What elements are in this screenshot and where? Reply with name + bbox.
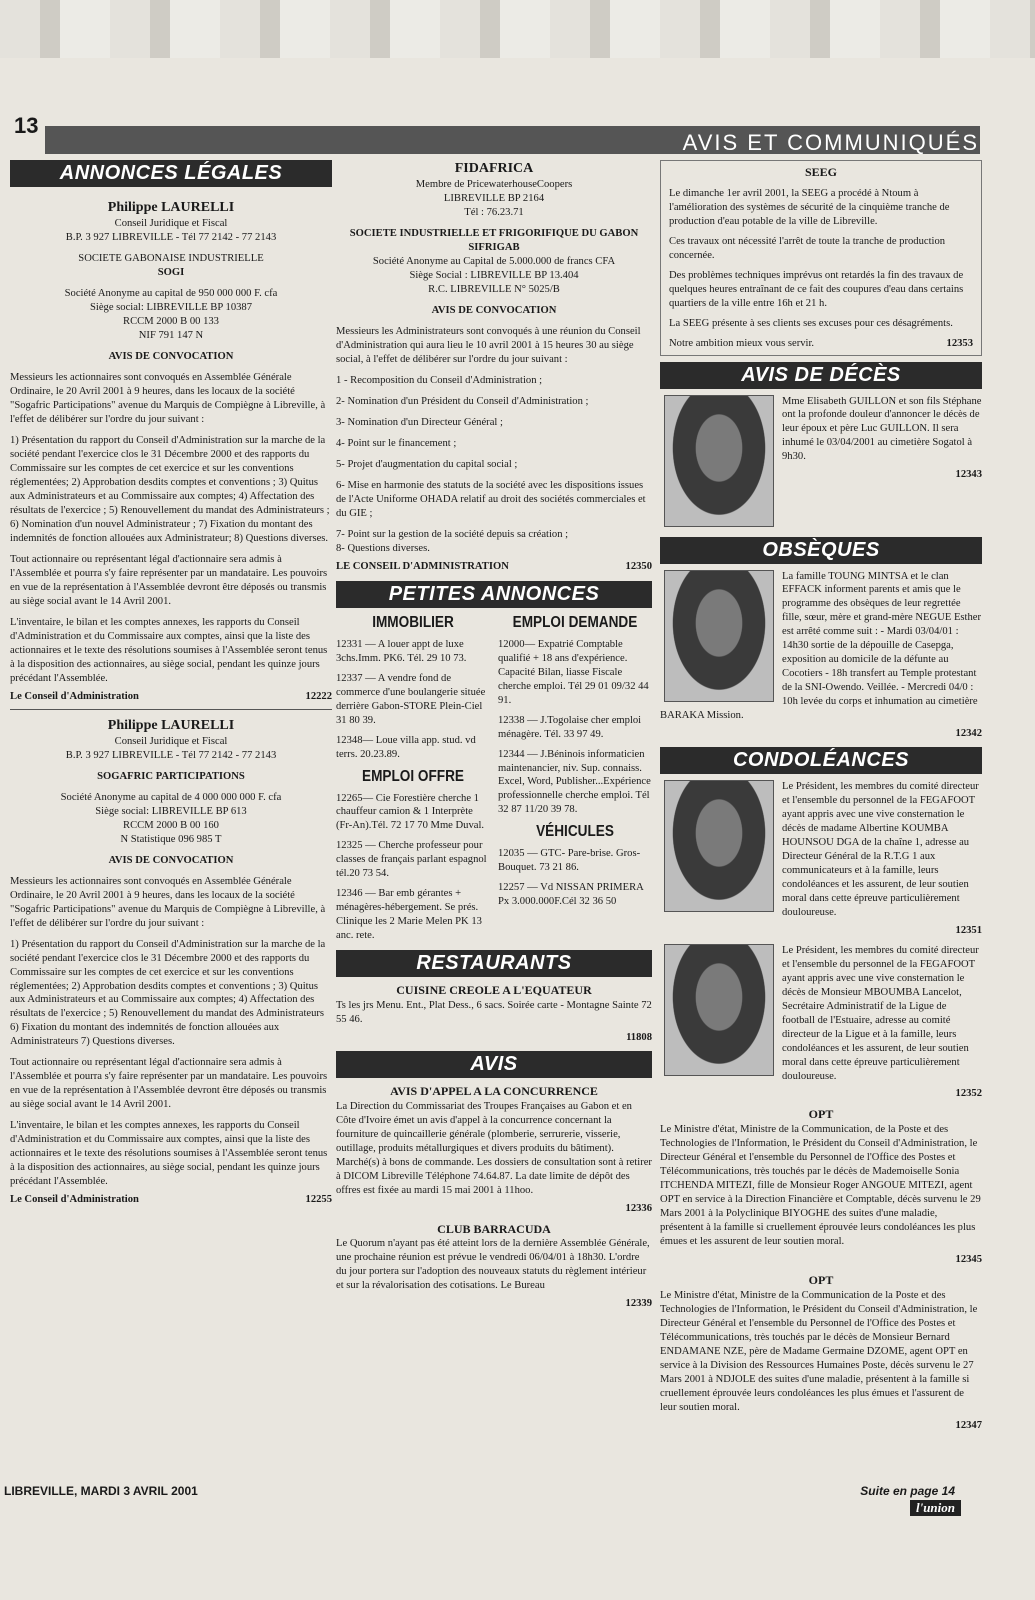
notice-paragraph: Messieurs les actionnaires sont convoqués en Assemblée Générale Ordinaire, le 20 Avril 2001 à 9 heures, dans les locaux de la société "Sogafric Participations" avenue du Marquis de Compiègne à Libreville, à l'effet de délibérer sur l'ordre du jour suivant : xyxy=(10,372,326,426)
company-nif: NIF 791 147 N xyxy=(138,330,204,342)
notice-slogan: Notre ambition mieux vous servir. xyxy=(669,337,815,349)
notice-agenda: 1) Présentation du rapport du Conseil d'Administration sur la marche de la société pendant l'exercice clos le 31 Décembre 2000 et des rapports du Commissaire sur les comptes de cet exercice et sur les conventions réglementées; 2) Approbation desdits comptes et conventions ; 3) Quitus aux Administrateurs et au Commissaire aux comptes; 4) Affectation des résultats de l'exercice ; 5) Renouvellement du mandat des Administrateurs 6) Fixation du montant des indemnités de fonction allouées aux Administrateurs 7) Questions diverses. xyxy=(10,938,326,1048)
reference-number: 12255 xyxy=(305,1194,332,1206)
banner-avis: AVIS xyxy=(336,1051,652,1078)
page-number: 13 xyxy=(14,113,39,138)
notice-footer xyxy=(660,727,982,741)
portrait-photo xyxy=(664,395,774,527)
reference-number: 12352 xyxy=(955,1088,982,1100)
classifieds xyxy=(336,614,652,943)
classified-ad: 12265— Cie Forestière cherche 1 chauffeur camion & 1 Interprète (Fr-An).Tél. 72 17 70 Mme Duval. xyxy=(336,792,485,832)
notice-paragraph: Mme Elisabeth GUILLON et son fils Stéphane ont la profonde douleur d'annoncer le décès de leur époux et père Luc GUILLON. Il sera inhumé le 03/04/2001 au cimetière Sogatol à 9h30. xyxy=(782,395,982,463)
company-capital: Société Anonyme au capital de 4 000 000 000 F. cfa xyxy=(60,791,282,803)
company-rccm: RCCM 2000 B 00 160 xyxy=(123,819,219,831)
notice-title: AVIS DE CONVOCATION xyxy=(108,351,234,363)
notice-title: AVIS DE CONVOCATION xyxy=(431,305,557,317)
signature: LE CONSEIL D'ADMINISTRATION xyxy=(336,560,509,572)
continued-note: Suite en page 14 xyxy=(860,1484,955,1498)
reference-number: 11808 xyxy=(626,1031,652,1043)
notice-footer xyxy=(336,1202,652,1216)
notice-paragraph: La Direction du Commissariat des Troupes Françaises au Gabon et en Côte d'Ivoire émet un avis d'appel à la concurrence concernant la fourniture de quincaillerie générale (plomberie, serrurerie, visserie, outillage, produits métallurgiques et divers produits du bâtiment). Marché(s) à bons de commande. Les dossiers de consultation sont à retirer à DICOM Libreville Téléphone 74.64.87. La date limite de dépôt des offres est fixée au mardi 15 mai 2001 à 11hoo. xyxy=(336,1100,652,1196)
banner-restaurants: RESTAURANTS xyxy=(336,950,652,977)
notice-footer xyxy=(336,560,652,574)
notice-paragraph: La SEEG présente à ses clients ses excuses pour ces désagréments. xyxy=(669,317,953,329)
category-heading: VÉHICULES xyxy=(536,823,614,841)
classified-ad: 12331 — A louer appt de luxe 3chs.Imm. PK6. Tél. 29 10 73. xyxy=(336,638,467,664)
firm-line: B.P. 3 927 LIBREVILLE - Tél 77 2142 - 77 2143 xyxy=(65,749,277,761)
condolence-notice xyxy=(660,944,982,1102)
reference-number: 12343 xyxy=(955,469,982,481)
banner-petites-annonces: PETITES ANNONCES xyxy=(336,581,652,608)
company-stat: N Statistique 096 985 T xyxy=(120,833,222,845)
photo-edge xyxy=(0,0,1035,62)
notice-title: OPT xyxy=(808,1107,834,1122)
notice-paragraph: Messieurs les Administrateurs sont convoqués à une réunion du Conseil d'Administration qui aura lieu le 10 avril 2001 à 15 heures 30 au siège social, à l'effet de délibérer sur l'ordre du jour suivant : xyxy=(336,326,641,366)
classified-ad: 12257 — Vd NISSAN PRIMERA Px 3.000.000F.Cél 32 36 50 xyxy=(498,882,644,908)
notice-paragraph: Ces travaux ont nécessité l'arrêt de toute la tranche de production concernée. xyxy=(669,235,946,261)
notice-paragraph: Le Ministre d'état, Ministre de la Communication, de la Poste et des Technologies de l'Information, le Président du Conseil d'Administration, le Directeur Général et l'ensemble du Personnel de l'Office des Postes et Télécommunications, très touchés par le décès de Mademoiselle Sonia ITCHENDA MITEZI, fille de Monsieur Roger ANGOUE MITEZI, agent OPT en service à la Direction Financière et Comptable, décès survenu le 29 Mars 2001 à la Polyclinique BIYOGHE des suites d'une maladie, présentent à la famille si cruellement éprouvée leurs condoléances les plus émues et les assurent de leur soutien moral. xyxy=(660,1124,981,1248)
portrait-photo xyxy=(664,944,774,1076)
agenda-item: 5- Projet d'augmentation du capital social ; xyxy=(336,458,518,470)
signature: Le Conseil d'Administration xyxy=(10,690,139,702)
notice-paragraph: L'inventaire, le bilan et les comptes annexes, les rapports du Conseil d'Administration et du Commissaire aux comptes, ainsi que la liste des actionnaires et le texte des résolutions soumises à l'Assemblée seront tenus à la disposition des actionnaires, au siège social, pendant les quinze jours précédant l'Assemblée. xyxy=(10,1120,328,1188)
classified-ad: 12337 — A vendre fond de commerce d'une boulangerie située derrière Gabon-STORE Plein-Ciel 31 80 39. xyxy=(336,672,486,726)
reference-number: 12350 xyxy=(625,560,652,572)
company-seat: Siège Social : LIBREVILLE BP 13.404 xyxy=(409,270,579,282)
firm-line: B.P. 3 927 LIBREVILLE - Tél 77 2142 - 77 2143 xyxy=(65,232,277,244)
restaurant-text: Ts les jrs Menu. Ent., Plat Dess., 6 sacs. Soirée carte - Montagne Sainte 72 55 46. xyxy=(336,1000,652,1025)
banner-condoleances: CONDOLÉANCES xyxy=(660,747,982,774)
company-seat: Siège social: LIBREVILLE BP 613 xyxy=(95,805,247,817)
notice-paragraph: Messieurs les actionnaires sont convoqués en Assemblée Générale Ordinaire, le 20 Avril 2001 à 9 heures, dans les locaux de la société "Sogafric Participations" avenue du Marquis de Compiègne à Libreville, à l'effet de délibérer sur l'ordre du jour suivant : xyxy=(10,875,326,929)
reference-number: 12339 xyxy=(625,1298,652,1310)
notice-paragraph: Le Ministre d'état, Ministre de la Communication de la Poste et des Technologies de l'Information, le Président du Conseil d'Administration, le Directeur Général et l'ensemble du Personnel de l'Office des Postes et Télécommunications, très touchés par le décès de Monsieur Bernard ENDAMANE NZE, père de Madame Germaine DZOME, agent OPT en service à la Division des Ressources Humaines Poste, décès survenu le 27 Mars 2001 à NDJOLE des suites d'une maladie, présentent à la famille si cruellement éprouvée leurs condoléances les plus émues et l'assurent de leur soutien moral. xyxy=(660,1289,978,1413)
classified-ad: 12035 — GTC- Pare-brise. Gros-Bouquet. 73 21 86. xyxy=(498,848,641,874)
company-capital: Société Anonyme au capital de 950 000 000 F. cfa xyxy=(64,288,278,300)
banner-annonces-legales: ANNONCES LÉGALES xyxy=(10,160,332,187)
reference-number: 12342 xyxy=(955,728,982,740)
classified-ad: 12346 — Bar emb gérantes + ménagères-hébergement. Se prés. Clinique les 2 Marie Melen PK 13 anc. rete. xyxy=(336,888,482,942)
agenda-item: 1 - Recomposition du Conseil d'Administration ; xyxy=(336,375,543,387)
notice-title: AVIS D'APPEL A LA CONCURRENCE xyxy=(390,1083,598,1098)
notice-agenda: 1) Présentation du rapport du Conseil d'Administration sur la marche de la société pendant l'exercice clos le 31 Décembre 2000 et des rapports du Commissaire sur les comptes de cet exercice et sur les conventions réglementées; 2) Approbation desdits comptes et conventions ; 3) Quitus aux Administrateurs et au Commissaire aux comptes; 4) Affectation des résultats de l'exercice ; 5) Renouvellement du mandat des Administrateurs ; 6) Nomination d'un nouvel Administrateur ; 7) Fixation du montant des indemnités de fonction allouées aux Administrateur; 8) Questions diverses. xyxy=(10,435,330,544)
notice-footer xyxy=(782,468,982,482)
reference-number: 12345 xyxy=(955,1254,982,1265)
notice-footer xyxy=(10,1193,332,1207)
notice-paragraph: Tout actionnaire ou représentant légal d'actionnaire sera admis à l'Assemblée et pourra s'y faire représenter par un mandataire. Les pouvoirs en vue de la représentation à l'Assemblée devront être déposés ou transmis au siège social avant le 14 Avril 2001. xyxy=(10,553,328,607)
restaurant-title: CUISINE CREOLE A L'EQUATEUR xyxy=(396,983,592,998)
firm-name: Philippe LAURELLI xyxy=(107,200,235,215)
seeg-notice xyxy=(660,160,982,356)
firm-name: Philippe LAURELLI xyxy=(107,717,235,733)
company-abbr: SOGI xyxy=(157,267,185,279)
reference-number: 12347 xyxy=(955,1419,982,1431)
company-rccm: RCCM 2000 B 00 133 xyxy=(123,316,219,328)
footer-date: LIBREVILLE, MARDI 3 AVRIL 2001 xyxy=(4,1484,198,1498)
firm-line: Conseil Juridique et Fiscal xyxy=(114,218,228,230)
agenda-item: 2- Nomination d'un Président du Conseil d'Administration ; xyxy=(336,396,589,408)
death-notice xyxy=(660,395,982,531)
company-capital: Société Anonyme au Capital de 5.000.000 de francs CFA xyxy=(372,256,616,268)
notice-footer xyxy=(336,1297,652,1311)
divider xyxy=(10,709,332,710)
reference-number: 12351 xyxy=(955,924,982,936)
classified-ad: 12348— Loue villa app. stud. vd terrs. 20.23.89. xyxy=(336,734,476,760)
classified-ad: 12325 — Cherche professeur pour classes de français parlant espagnol tél.20 73 54. xyxy=(336,840,487,880)
notice-title: AVIS DE CONVOCATION xyxy=(108,854,234,866)
agenda-item: 6- Mise en harmonie des statuts de la société avec les dispositions issues de l'Acte Uniforme OHADA relatif au droit des sociétés commerciales et du GIE ; xyxy=(336,479,646,519)
firm-line: Membre de PricewaterhouseCoopers xyxy=(415,179,573,191)
notice-footer xyxy=(336,1031,652,1045)
firm-line: Tél : 76.23.71 xyxy=(464,207,524,219)
notice-footer xyxy=(660,1253,982,1267)
notice-title: CLUB BARRACUDA xyxy=(437,1221,551,1236)
company-name: SOCIETE INDUSTRIELLE ET FRIGORIFIQUE DU GABON xyxy=(349,228,639,240)
firm-line: LIBREVILLE BP 2164 xyxy=(443,193,545,205)
portrait-photo xyxy=(664,570,774,702)
notice-footer xyxy=(669,337,973,351)
classified-ad: 12338 — J.Togolaise cher emploi ménagère. Tél. 33 97 49. xyxy=(498,714,642,740)
company-seat: Siège social: LIBREVILLE BP 10387 xyxy=(89,302,253,314)
agenda-item: 4- Point sur le financement ; xyxy=(336,438,457,449)
notice-title: OPT xyxy=(808,1272,834,1287)
reference-number: 12222 xyxy=(305,690,332,702)
category-heading: EMPLOI DEMANDE xyxy=(512,613,638,631)
notice-paragraph: Le dimanche 1er avril 2001, la SEEG a procédé à Ntoum à l'amélioration des systèmes de sécurité de la cinquième tranche de production d'eau potable de la ville de Libreville. xyxy=(669,187,950,227)
reference-number: 12353 xyxy=(946,337,973,349)
portrait-photo xyxy=(664,780,774,912)
classified-ad: 12000— Expatrié Comptable qualifié + 18 ans d'expérience. Capacité Bilan, liasse Fiscale cherche emploi. Tél 29 01 09/32 44 91. xyxy=(498,638,649,706)
column-right xyxy=(660,160,982,1432)
column-legal xyxy=(10,160,332,1207)
company-rc: R.C. LIBREVILLE N° 5025/B xyxy=(428,284,560,296)
notice-footer xyxy=(660,1419,982,1433)
firm-name: FIDAFRICA xyxy=(454,161,534,176)
newspaper-logo: l'union xyxy=(910,1500,961,1516)
funeral-notice xyxy=(660,570,982,742)
section-title: AVIS ET COMMUNIQUÉS xyxy=(682,130,979,155)
notice-paragraph: La famille TOUNG MINTSA et le clan EFFACK informent parents et amis que le programme des obsèques de leur regrettée fille, sœur, mère et grand-mère NEGUE Esther est arrêté comme suit : - Mardi 03/04/01 : 14h30 sortie de la dépouille de Casepga, exposition au domicile de la défunte au Cocotiers - 18h transfert au Temple protestant de la SNI-Owendo. Veillée. - Mercredi 04/0 : 10h levée du corps et inhumation au cimetière BARAKA Mission. xyxy=(660,570,982,722)
reference-number: 12336 xyxy=(625,1202,652,1214)
notice-paragraph: L'inventaire, le bilan et les comptes annexes, les rapports du Conseil d'Administration et du Commissaire aux comptes, ainsi que la liste des actionnaires et le texte des résolutions soumises à l'Assemblée seront tenus à la disposition des actionnaires, au siège social, pendant les quinze jours précédant l'Assemblée. xyxy=(10,616,328,684)
condolence-notice xyxy=(660,780,982,938)
agenda-item: 7- Point sur la gestion de la société depuis sa création ; xyxy=(336,528,569,540)
agenda-item: 8- Questions diverses. xyxy=(336,542,430,554)
notice-title: SEEG xyxy=(804,165,837,179)
banner-obseques: OBSÈQUES xyxy=(660,537,982,564)
notice-footer xyxy=(660,1087,982,1101)
notice-paragraph: Le Président, les membres du comité directeur et l'ensemble du personnel de la FEGAFOOT ayant appris avec une vive consternation le décès de Monsieur MBOUMBA Lancelot, Secrétaire Administratif de la Ligue de football de l'Estuaire, adresse au comité directeur de la Ligue et à la famille, leurs condoléances et les assurent, de leur soutien moral dans cette épreuve particulièrement douloureuse. xyxy=(782,944,979,1082)
notice-footer xyxy=(10,690,332,704)
classified-ad: 12344 — J.Béninois informaticien maintenancier, niv. Sup. connaiss. Excel, Word, Publisher...Expérience professionnelle cherche emploi. Tél 32 87 11/20 39 78. xyxy=(498,748,651,816)
category-heading: EMPLOI OFFRE xyxy=(362,767,464,785)
company-abbr: SIFRIGAB xyxy=(468,242,520,254)
notice-paragraph: Le Quorum n'ayant pas été atteint lors de la dernière Assemblée Générale, une prochaine réunion est prévue le vendredi 06/04/01 à 18h30. L'ordre du jour portera sur l'adoption des nouveaux statuts du règlement intérieur et sur la révalorisation des cotisations. Le Bureau xyxy=(336,1238,650,1292)
notice-paragraph: Des problèmes techniques imprévus ont retardés la fin des travaux de quelques heures entraînant de ce fait des coupures d'eau dans certains quartiers de la ville entre 16h et 21 h. xyxy=(669,269,964,309)
category-heading: IMMOBILIER xyxy=(372,613,454,631)
agenda-item: 3- Nomination d'un Directeur Général ; xyxy=(336,417,503,429)
notice-footer xyxy=(660,924,982,938)
notice-paragraph: Le Président, les membres du comité directeur et l'ensemble du personnel de la FEGAFOOT ayant appris avec une vive consternation le décès de madame Albertine KOUMBA HOUNSOU DGA de la chaîne 1, adresse au Directeur Général de la R.T.G 1 aux communicateurs et à la famille, leurs condoléances et les assurent, de leur soutien moral dans cette épreuve particulièrement douloureuse. xyxy=(782,781,979,918)
column-middle xyxy=(336,160,652,1311)
notice-paragraph: Tout actionnaire ou représentant légal d'actionnaire sera admis à l'Assemblée et pourra s'y faire représenter par un mandataire. Les pouvoirs en vue de la représentation à l'Assemblée devront être déposés ou transmis au siège social avant le 14 Avril 2001. xyxy=(10,1057,328,1111)
firm-line: Conseil Juridique et Fiscal xyxy=(114,735,228,747)
company-name: SOGAFRIC PARTICIPATIONS xyxy=(97,770,245,782)
signature: Le Conseil d'Administration xyxy=(10,1194,139,1206)
company-name: SOCIETE GABONAISE INDUSTRIELLE xyxy=(78,253,264,265)
banner-avis-deces: AVIS DE DÉCÈS xyxy=(660,362,982,389)
